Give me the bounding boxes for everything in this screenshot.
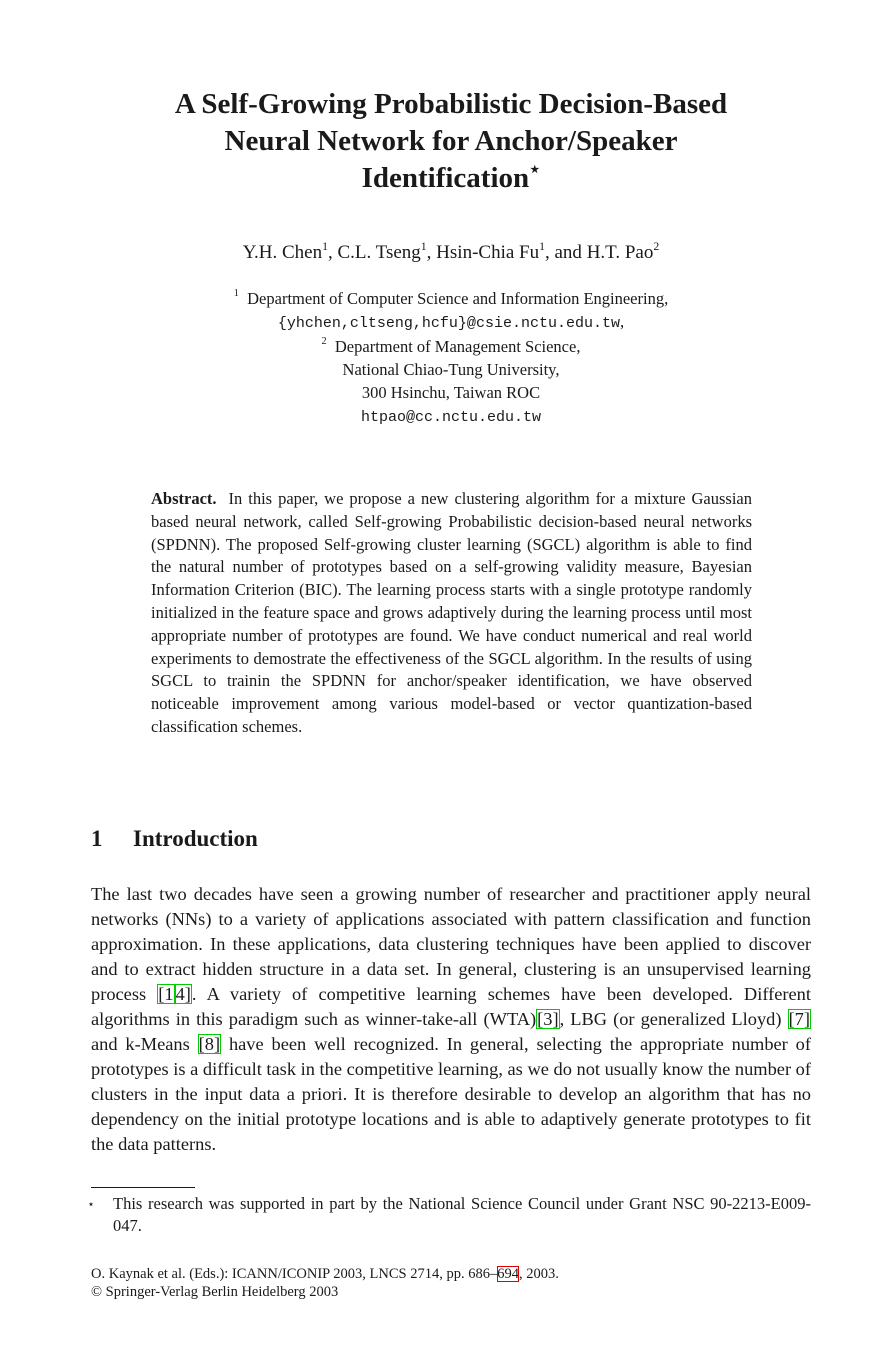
abstract-text: In this paper, we propose a new clustering algorithm for a mixture Gaussian based neural network, called Self-growing Probabilistic decision-based neural networks (SPDNN). The proposed Self-growing cluster learning (SGCL) algorithm is able to find the natural number of prototypes based on a self-growing validity measure, Bayesian Information Criterion (BIC). The learning process starts with a single prototype randomly initialized in the feature space and grows adaptively during the learning process until most appropriate number of prototypes are found. We have conduct numerical and real world experiments to demostrate the effectiveness of the SGCL algorithm. In the results of using SGCL to trainin the SPDNN for anchor/speaker identification, we have observed noticeable improvement among various model-based or vector quantization-based classification schemes. xyxy=(151,489,752,736)
citation-link-4[interactable]: 4] xyxy=(175,984,191,1004)
intro-text-2: . A variety of competitive learning schemes have been developed. Different algorithms in this paradigm such as winner-take-all (WTA) xyxy=(91,984,811,1029)
author-separator: , xyxy=(327,242,338,263)
author-affiliation-mark: 2 xyxy=(653,239,660,253)
copyright-line: © Springer-Verlag Berlin Heidelberg 2003 xyxy=(91,1284,339,1300)
citation-line-year: , 2003. xyxy=(518,1266,559,1282)
title-line-3-text: Identification xyxy=(361,162,530,194)
citation-line-text: O. Kaynak et al. (Eds.): ICANN/ICONIP 2003, LNCS 2714, pp. 686– xyxy=(91,1266,498,1282)
author-separator: , xyxy=(426,242,437,263)
footnote xyxy=(87,1193,811,1237)
author-affiliation-mark: 1 xyxy=(420,239,427,253)
publication-info xyxy=(91,1265,811,1301)
page-range-link[interactable]: 694 xyxy=(497,1266,519,1282)
affiliation-2-mark: 2 xyxy=(321,336,327,348)
citation-line xyxy=(91,1265,811,1283)
affiliation-2 xyxy=(90,335,812,358)
author-name: C.L. Tseng xyxy=(337,242,421,263)
intro-paragraph xyxy=(91,882,811,1157)
abstract-label: Abstract. xyxy=(151,489,217,508)
author-name: Hsin-Chia Fu xyxy=(436,242,540,263)
intro-text-1: The last two decades have seen a growing number of researcher and practitioner apply neural networks (NNs) to a variety of applications associated with pattern classification and function approximation. In these applications, data clustering techniques have been applied to discover and to extract hidden structure in a data set. In general, clustering is an unsupervised learning process xyxy=(91,884,811,1004)
affiliation-2-email-line xyxy=(90,404,812,429)
abstract xyxy=(151,488,752,739)
affiliation-2-email[interactable]: htpao@cc.nctu.edu.tw xyxy=(360,409,542,426)
author-affiliation-mark: 1 xyxy=(322,239,328,253)
affiliations xyxy=(90,287,812,429)
footnote-rule xyxy=(91,1187,195,1188)
author-name: Y.H. Chen xyxy=(242,242,323,263)
intro-text-3: , LBG (or generalized Lloyd) xyxy=(559,1009,788,1029)
citation-link-7[interactable]: [7] xyxy=(788,1009,811,1029)
affiliation-1 xyxy=(90,287,812,310)
intro-text-5: have been well recognized. In general, selecting the appropriate number of prototypes is a difficult task in the competitive learning, as we do not usually know the number of clusters in the input data a priori. It is therefore desirable to develop an algorithm that has no dependency on the initial prototype locations and is able to adaptively generate prototypes to fit the data patterns. xyxy=(91,1034,811,1154)
affiliation-1-mark: 1 xyxy=(233,288,239,300)
affiliation-university: National Chiao-Tung University, xyxy=(342,360,560,379)
affiliation-1-email[interactable]: {yhchen,cltseng,hcfu}@csie.nctu.edu.tw xyxy=(277,315,620,332)
citation-link-8[interactable]: [8] xyxy=(198,1034,221,1054)
affiliation-1-email-line xyxy=(90,310,812,335)
title-line-3 xyxy=(90,160,812,197)
affiliation-1-text: Department of Computer Science and Information Engineering, xyxy=(247,289,669,308)
author-name: H.T. Pao xyxy=(586,242,654,263)
section-number: 1 xyxy=(91,826,103,851)
affiliation-1-email-trail: , xyxy=(619,312,625,331)
title-line-2: Neural Network for Anchor/Speaker xyxy=(224,125,678,157)
footnote-star: ⋆ xyxy=(87,1197,95,1211)
section-title: Introduction xyxy=(133,826,258,851)
author-list xyxy=(90,240,812,266)
paper-title xyxy=(90,86,812,197)
title-line-1: A Self-Growing Probabilistic Decision-Based xyxy=(174,88,728,120)
footnote-text: This research was supported in part by the National Science Council under Grant NSC 90-2213-E009-047. xyxy=(113,1194,811,1235)
citation-link-3[interactable]: [3] xyxy=(537,1009,559,1029)
affiliation-city: 300 Hsinchu, Taiwan ROC xyxy=(361,383,541,402)
section-heading xyxy=(91,826,258,852)
author-affiliation-mark: 1 xyxy=(539,239,545,253)
affiliation-2-text: Department of Management Science, xyxy=(334,337,581,356)
author-separator: , and xyxy=(545,242,587,263)
citation-link-1[interactable]: [1 xyxy=(158,984,174,1004)
title-footnote-star[interactable]: ⋆ xyxy=(529,158,541,179)
intro-text-4: and k-Means xyxy=(91,1034,198,1054)
